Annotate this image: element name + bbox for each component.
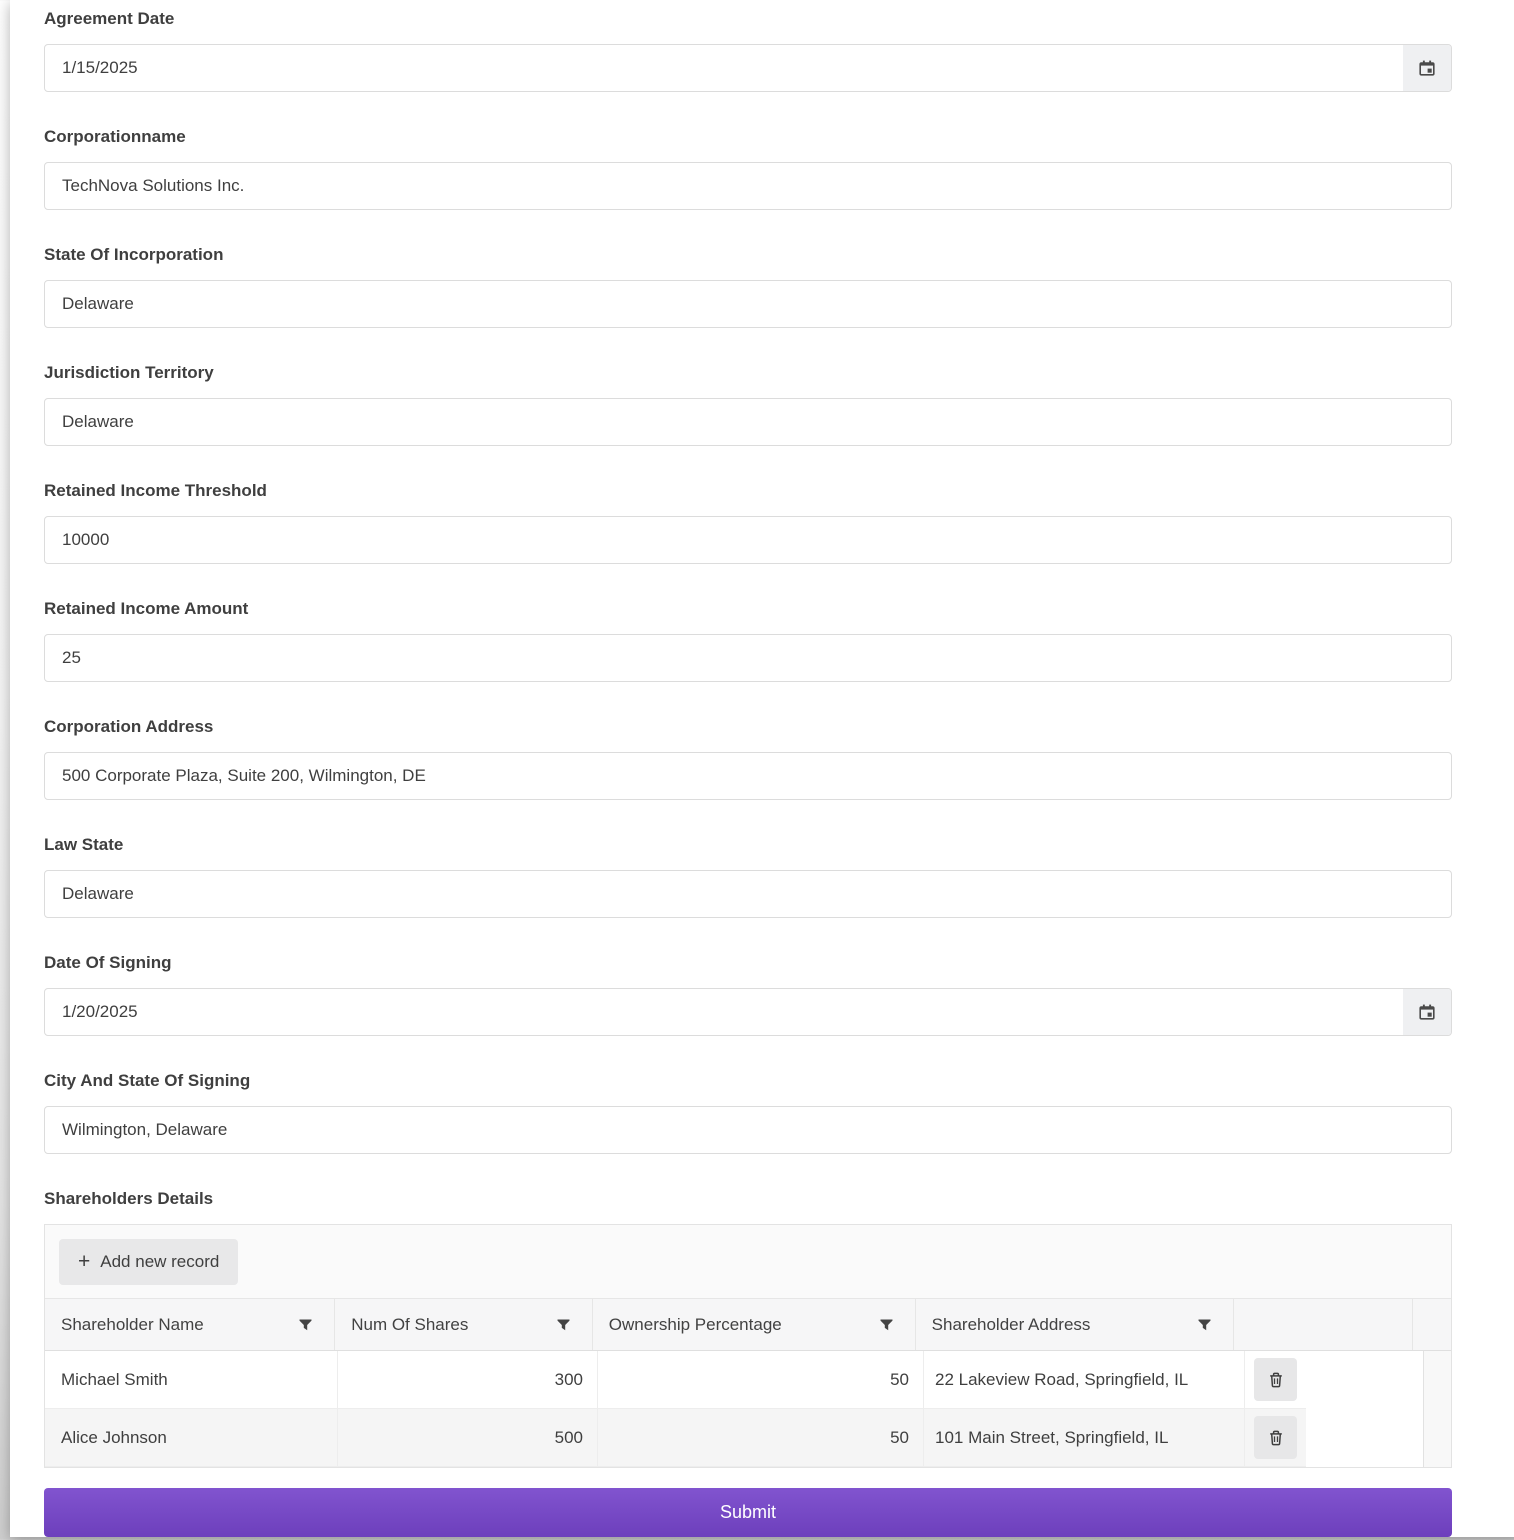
agreement-date-label: Agreement Date bbox=[44, 9, 175, 28]
state-of-incorporation-input-box bbox=[44, 280, 1452, 328]
column-header-shareholder-address[interactable] bbox=[916, 1299, 1234, 1350]
grid-vertical-scrollbar[interactable] bbox=[1423, 1351, 1451, 1467]
grid-toolbar bbox=[45, 1225, 1451, 1299]
city-state-of-signing-input[interactable] bbox=[45, 1107, 1451, 1153]
field-group-corporation-address bbox=[44, 716, 1452, 800]
law-state-label: Law State bbox=[44, 835, 124, 854]
add-new-record-button[interactable] bbox=[59, 1239, 238, 1285]
corporation-name-input[interactable] bbox=[45, 163, 1451, 209]
field-group-state-of-incorporation bbox=[44, 244, 1452, 328]
column-header-label: Num Of Shares bbox=[351, 1314, 469, 1334]
column-header-commands bbox=[1234, 1299, 1413, 1350]
field-group-shareholders bbox=[44, 1188, 1452, 1468]
table-row bbox=[45, 1351, 1451, 1409]
retained-income-threshold-input[interactable] bbox=[45, 517, 1451, 563]
filter-funnel-icon[interactable] bbox=[299, 1319, 312, 1331]
cell-shareholder-address: 101 Main Street, Springfield, IL bbox=[924, 1409, 1245, 1467]
column-header-label: Ownership Percentage bbox=[608, 1314, 782, 1334]
form-page bbox=[10, 0, 1514, 1537]
field-group-law-state bbox=[44, 834, 1452, 918]
state-of-incorporation-label: State Of Incorporation bbox=[44, 245, 224, 264]
cell-shareholder-name: Alice Johnson bbox=[45, 1409, 338, 1467]
jurisdiction-territory-label: Jurisdiction Territory bbox=[44, 363, 214, 382]
jurisdiction-territory-input[interactable] bbox=[45, 399, 1451, 445]
column-header-label: Shareholder Name bbox=[61, 1314, 204, 1334]
plus-icon: + bbox=[78, 1249, 91, 1273]
shareholders-details-label: Shareholders Details bbox=[44, 1189, 214, 1208]
agreement-date-input[interactable] bbox=[45, 45, 1403, 91]
date-of-signing-input-box bbox=[44, 988, 1452, 1036]
grid-header-row bbox=[45, 1299, 1451, 1351]
column-header-num-of-shares[interactable] bbox=[335, 1299, 593, 1350]
filter-funnel-icon[interactable] bbox=[880, 1319, 893, 1331]
delete-row-button[interactable] bbox=[1254, 1416, 1297, 1459]
corporation-name-input-box bbox=[44, 162, 1452, 210]
column-header-label: Shareholder Address bbox=[931, 1314, 1091, 1334]
retained-income-threshold-label: Retained Income Threshold bbox=[44, 481, 267, 500]
field-group-retained-income-amount bbox=[44, 598, 1452, 682]
grid-body bbox=[45, 1351, 1451, 1467]
field-group-agreement-date bbox=[44, 8, 1452, 92]
cell-ownership-percentage: 50 bbox=[598, 1409, 924, 1467]
column-header-ownership-percentage[interactable] bbox=[593, 1299, 916, 1350]
law-state-input[interactable] bbox=[45, 871, 1451, 917]
corporation-name-label: Corporationname bbox=[44, 127, 186, 146]
trash-icon bbox=[1268, 1430, 1284, 1446]
filter-funnel-icon[interactable] bbox=[1198, 1319, 1211, 1331]
cell-ownership-percentage: 50 bbox=[598, 1351, 924, 1409]
field-group-corporation-name bbox=[44, 126, 1452, 210]
field-group-date-of-signing bbox=[44, 952, 1452, 1036]
date-of-signing-label: Date Of Signing bbox=[44, 953, 172, 972]
retained-income-amount-input[interactable] bbox=[45, 635, 1451, 681]
field-group-jurisdiction-territory bbox=[44, 362, 1452, 446]
state-of-incorporation-input[interactable] bbox=[45, 281, 1451, 327]
cell-commands bbox=[1245, 1351, 1306, 1409]
corporation-address-input-box bbox=[44, 752, 1452, 800]
filter-funnel-icon[interactable] bbox=[557, 1319, 570, 1331]
cell-num-of-shares: 500 bbox=[338, 1409, 598, 1467]
corporation-address-label: Corporation Address bbox=[44, 717, 214, 736]
field-group-retained-income-threshold bbox=[44, 480, 1452, 564]
add-new-record-label: Add new record bbox=[100, 1251, 220, 1271]
retained-income-threshold-input-box bbox=[44, 516, 1452, 564]
table-row bbox=[45, 1409, 1451, 1467]
cell-num-of-shares: 300 bbox=[338, 1351, 598, 1409]
form-content bbox=[44, 0, 1452, 1537]
column-header-shareholder-name[interactable] bbox=[45, 1299, 335, 1350]
trash-icon bbox=[1268, 1372, 1284, 1388]
law-state-input-box bbox=[44, 870, 1452, 918]
cell-commands bbox=[1245, 1409, 1306, 1467]
delete-row-button[interactable] bbox=[1254, 1358, 1297, 1401]
agreement-date-input-box bbox=[44, 44, 1452, 92]
cell-shareholder-address: 22 Lakeview Road, Springfield, IL bbox=[924, 1351, 1245, 1409]
submit-button[interactable]: Submit bbox=[44, 1488, 1452, 1537]
jurisdiction-territory-input-box bbox=[44, 398, 1452, 446]
cell-shareholder-name: Michael Smith bbox=[45, 1351, 338, 1409]
city-state-of-signing-label: City And State Of Signing bbox=[44, 1071, 251, 1090]
corporation-address-input[interactable] bbox=[45, 753, 1451, 799]
shareholders-grid bbox=[44, 1224, 1452, 1468]
date-of-signing-calendar-button[interactable] bbox=[1403, 989, 1451, 1035]
city-state-of-signing-input-box bbox=[44, 1106, 1452, 1154]
calendar-icon bbox=[1419, 60, 1435, 76]
retained-income-amount-label: Retained Income Amount bbox=[44, 599, 249, 618]
agreement-date-calendar-button[interactable] bbox=[1403, 45, 1451, 91]
date-of-signing-input[interactable] bbox=[45, 989, 1403, 1035]
field-group-city-state-of-signing bbox=[44, 1070, 1452, 1154]
retained-income-amount-input-box bbox=[44, 634, 1452, 682]
column-header-scrollbar-filler bbox=[1413, 1299, 1451, 1350]
calendar-icon bbox=[1419, 1004, 1435, 1020]
